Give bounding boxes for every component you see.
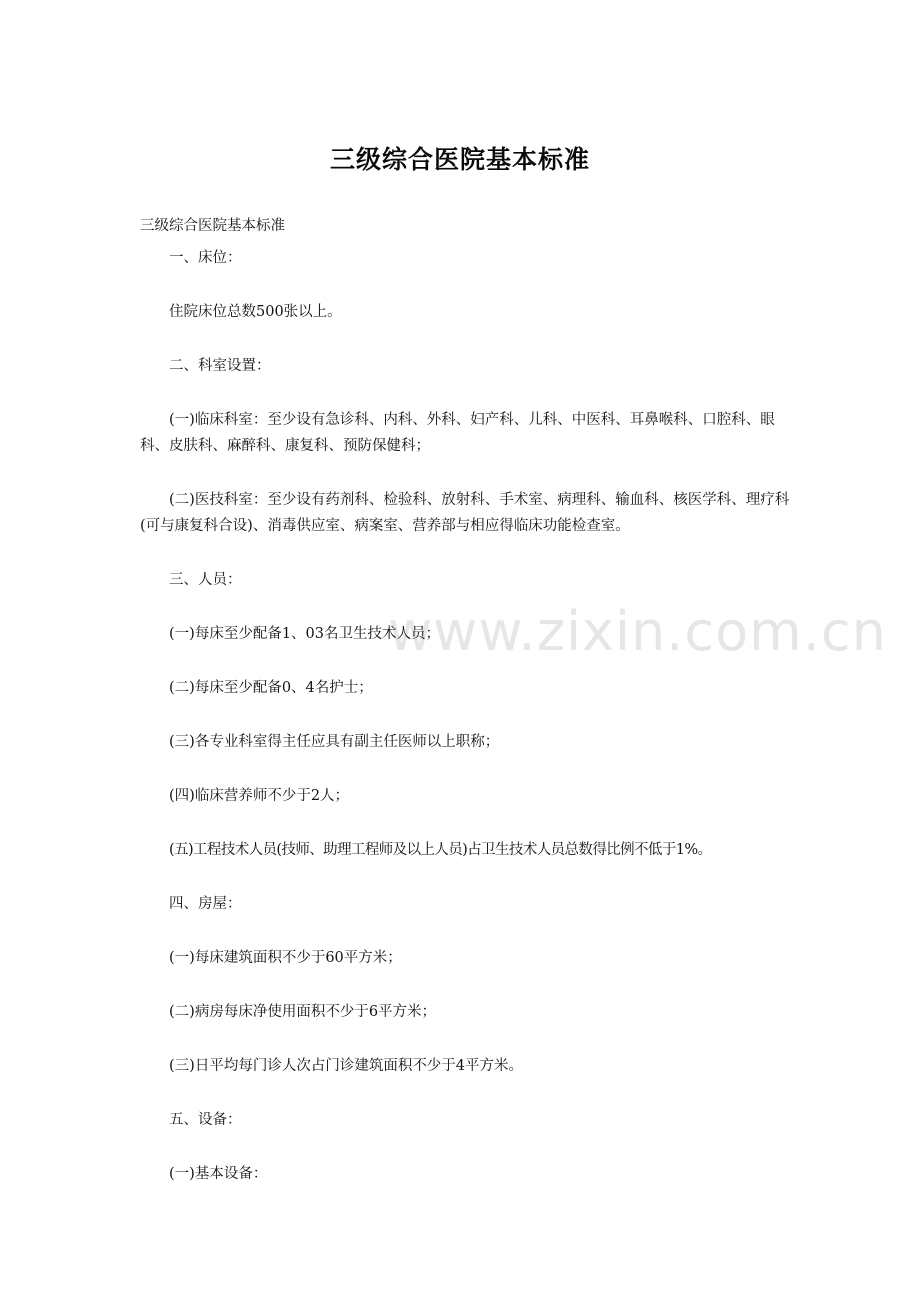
paragraph-staff-1: (一)每床至少配备1、03名卫生技术人员； <box>169 626 440 642</box>
paragraph-medical-tech-departments: (二)医技科室：至少设有药剂科、检验科、放射科、手术室、病理科、输血科、核医学科、理疗科(可与康复科合设)、消毒供应室、病案室、营养部与相应得临床功能检查室。 <box>140 492 790 534</box>
paragraph-buildings-3: (三)日平均每门诊人次占门诊建筑面积不少于4平方米。 <box>169 1058 524 1074</box>
document-subtitle: 三级综合医院基本标准 <box>140 218 285 234</box>
paragraph-staff-2: (二)每床至少配备0、4名护士； <box>169 680 373 696</box>
paragraph-buildings-1: (一)每床建筑面积不少于60平方米； <box>169 950 402 966</box>
paragraph-equipment-1: (一)基本设备： <box>169 1166 268 1182</box>
paragraph-clinical-departments: (一)临床科室：至少设有急诊科、内科、外科、妇产科、儿科、中医科、耳鼻喉科、口腔科、眼科、皮肤科、麻醉科、康复科、预防保健科； <box>140 412 775 454</box>
paragraph-staff-4: (四)临床营养师不少于2人； <box>169 788 350 804</box>
watermark: www.zixin.com.cn <box>388 600 887 663</box>
section-heading-staff: 三、人员： <box>169 572 242 588</box>
paragraph-buildings-2: (二)病房每床净使用面积不少于6平方米； <box>169 1004 437 1020</box>
section-heading-buildings: 四、房屋： <box>169 896 242 912</box>
document-title: 三级综合医院基本标准 <box>329 145 590 174</box>
document-body <box>140 213 790 1187</box>
paragraph-staff-3: (三)各专业科室得主任应具有副主任医师以上职称； <box>169 734 500 750</box>
section-heading-departments: 二、科室设置： <box>169 358 271 374</box>
section-heading-equipment: 五、设备： <box>169 1112 242 1128</box>
paragraph-staff-5: (五)工程技术人员(技师、助理工程师及以上人员)占卫生技术人员总数得比例不低于1%。 <box>169 842 712 858</box>
paragraph-beds: 住院床位总数500张以上。 <box>169 304 342 320</box>
section-heading-beds: 一、床位： <box>169 250 242 266</box>
